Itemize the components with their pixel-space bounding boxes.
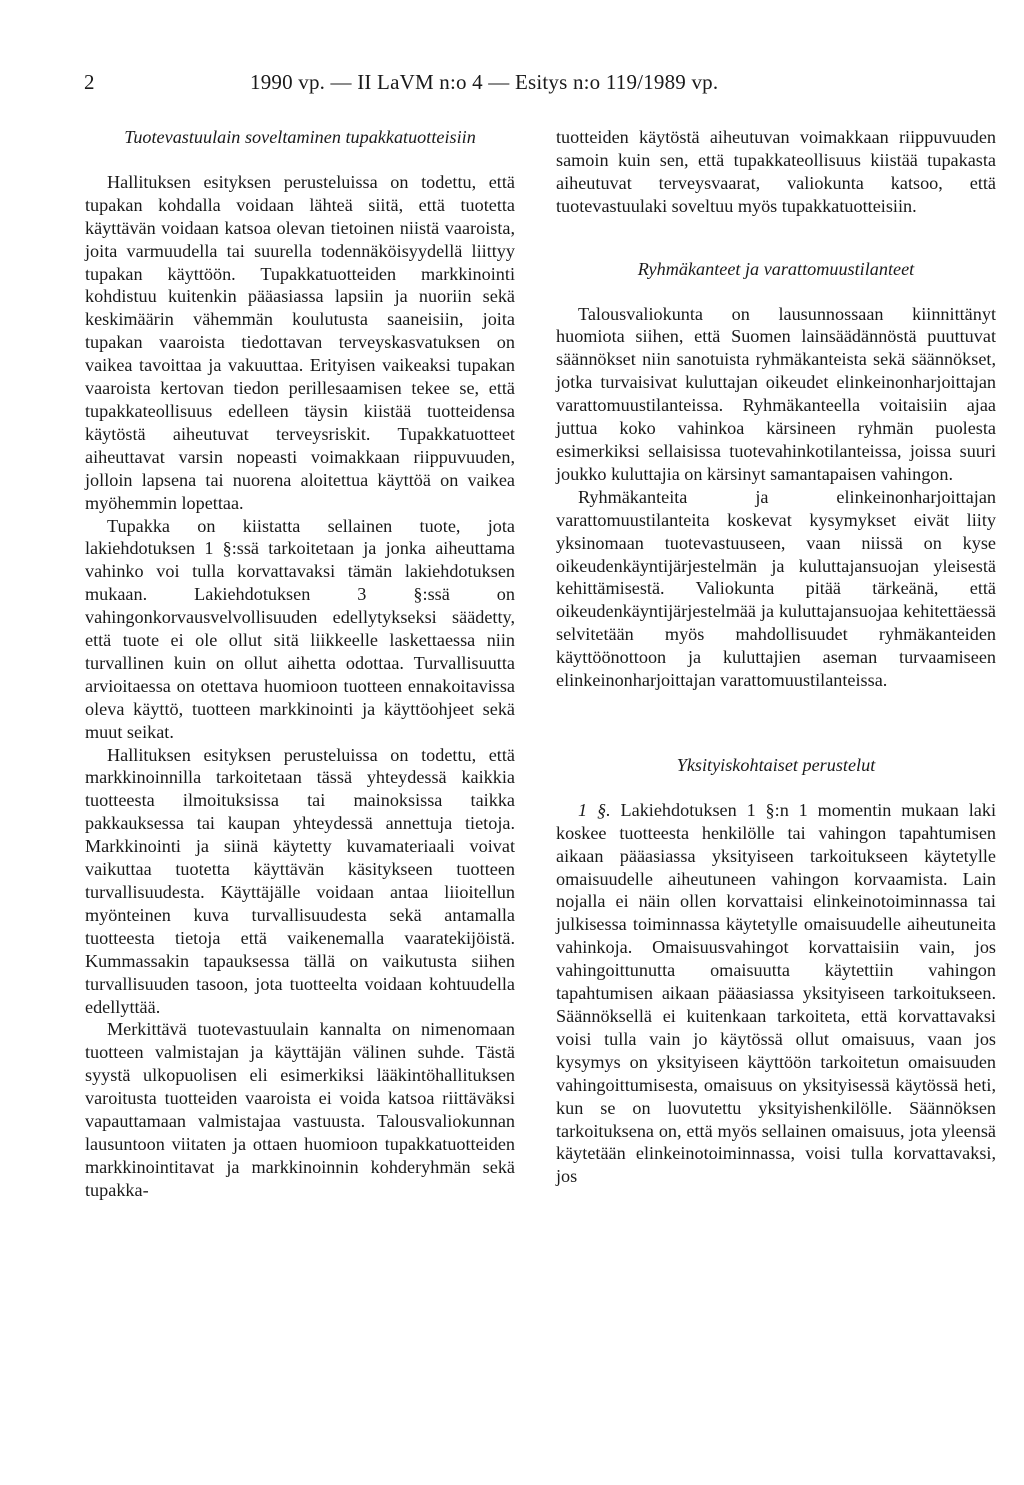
continuation-paragraph: tuotteiden käytöstä aiheutuvan voimakkaan riippuvuuden samoin kuin sen, että tupakkateollisuus kiistää tupakasta aiheutuvat terveysvaarat, valiokunta katsoo, että tuotevastuulaki soveltuu myös tupakkatuotteisiin. <box>556 127 996 216</box>
left-column <box>85 126 515 1202</box>
running-title: 1990 vp. — II LaVM n:o 4 — Esitys n:o 119/1989 vp. <box>250 70 719 94</box>
section-heading-yksityiskohtaiset: Yksityiskohtaiset perustelut <box>676 754 876 775</box>
section-label: 1 §. <box>578 799 611 820</box>
section-text: Lakiehdotuksen 1 §:n 1 momentin mukaan laki koskee tuotteesta henkilölle tai vahingon tapahtumisen aikaan pääasiassa yksityiseen tarkoitukseen käytetylle omaisuudelle aiheutuneen vahingon korvaamista. Lain nojalla ei näin ollen korvattaisi elinkeinotoiminnassa tai julkisessa toiminnassa käytetylle omaisuudelle aiheutuneita vahinkoja. Omaisuusvahingot korvattaisiin vain, jos vahingoittunutta omaisuutta käytettiin vahingon tapahtumisen aikaan pääasiassa yksityiseen tarkoitukseen. Säännöksellä ei kuitenkaan tarkoiteta, että korvattavaksi voisi tulla vain jo käytössä ollut omaisuus, vaan jos kysymys on yksityiseen käyttöön tarkoitetun omaisuuden vahingoittumisesta, omaisuus on yksityisessä käytössä heti, kun se on luovutettu yksityishenkilölle. Säännöksen tarkoituksena on, että myös sellainen omaisuus, jota yleensä käytetään elinkeinotoiminnassa, voisi tulla korvattavaksi, jos <box>556 799 997 1187</box>
body-paragraph-section-1 <box>556 799 996 1188</box>
body-paragraph: Hallituksen esityksen perusteluissa on todettu, että markkinoinnilla tarkoitetaan tässä yhteydessä kaikkia tuotteesta ilmoituksissa tai mainoksissa taikka pakkauksessa tai kaupan yhteydessä annettuja tietoja. Markkinointi ja siinä käytetty kuvamateriaali voivat vaikuttaa tuotetta käyttävän käsitykseen tuotteen turvallisuudesta. Käyttäjälle voidaan antaa liioitellun myönteinen kuva turvallisuudesta sekä antamalla tuotteesta tietoja että vaikenemalla vaaratekijöistä. Kummassakin tapauksessa tällä on vaikutusta siihen turvallisuuden tasoon, jota tuotteelta voidaan kohtuudella edellyttää. <box>85 744 515 1017</box>
body-paragraph: Merkittävä tuotevastuulain kannalta on nimenomaan tuotteen valmistajan ja käyttäjän välinen suhde. Tästä syystä ulkopuolisen eli esimerkiksi lääkintöhallituksen varoitusta tuotteiden vaaroista ei voida katsoa riittäväksi vapauttamaan valmistajaa vastuusta. Talousvaliokunnan lausuntoon viitaten ja ottaen huomioon tupakkatuotteiden markkinointitavat ja markkinoinnin kohderyhmän sekä tupakka- <box>85 1019 515 1200</box>
page-number: 2 <box>84 70 95 94</box>
body-paragraph: Ryhmäkanteita ja elinkeinonharjoittajan varattomuustilanteita koskevat kysymykset eivät liity yksinomaan tuotevastuuseen, vaan niissä on kyse oikeudenkäyntijärjestelmän ja kuluttajansuojan yleisestä kehittämisestä. Valiokunta pitää tärkeänä, että oikeudenkäyntijärjestelmää ja kuluttajansuojaa kehitettäessä selvitetään myös mahdollisuudet ryhmäkanteiden käyttöönottoon ja kuluttajien aseman turvaamiseen elinkeinonharjoittajan varattomuustilanteissa. <box>556 486 996 691</box>
right-column <box>556 126 996 1188</box>
body-paragraph: Talousvaliokunta on lausunnossaan kiinnittänyt huomiota siihen, että Suomen lainsäädännöstä puuttuvat säännökset niin sanotuista ryhmäkanteista sekä säännökset, jotka turvaisivat kuluttajan oikeudet elinkeinonharjoittajan varattomuustilanteissa. Ryhmäkanteella voitaisiin ajaa juttua koko vahinkoa kärsineen ryhmän puolesta esimerkiksi sellaisissa tuotevahinkotilanteissa, joissa suuri joukko kuluttajia on kärsinyt samantapaisen vahingon. <box>556 303 996 484</box>
body-paragraph: Tupakka on kiistatta sellainen tuote, jota lakiehdotuksen 1 §:ssä tarkoitetaan ja jonka aiheuttama vahinko voi tulla korvattavaksi tämän lakiehdotuksen mukaan. Lakiehdotuksen 3 §:ssä on vahingonkorvausvelvollisuuden edellytykseksi säädetty, että tuote ei ole ollut sitä liikkeelle laskettaessa niin turvallinen kuin on ollut aihetta odottaa. Turvallisuutta arvioitaessa on otettava huomioon tuotteen ennakoitavissa oleva käyttö, tuotteen markkinointi ja käyttöohjeet sekä muut seikat. <box>85 515 515 742</box>
body-paragraph: Hallituksen esityksen perusteluissa on todettu, että tupakan kohdalla voidaan lähteä siitä, että tuotetta käyttävän voidaan katsoa olevan tietoinen niistä vaaroista, joita varmuudella tai suurella todennäköisyydellä liittyy tupakan käyttöön. Tupakkatuotteiden markkinointi kohdistuu kuitenkin pääasiassa lapsiin ja nuoriin sekä keskimäärin vähemmän koulutusta saaneisiin, joita tupakan vaaroista tiedottavan terveyskasvatuksen on vaikea tavoittaa ja vakuuttaa. Erityisen vaikeaksi tupakan vaaroista kertovan tiedon perillesaamisen tekee se, että tupakkateollisuus edelleen täysin kiistää tuotteidensa käytöstä aiheutuvat terveysriskit. Tupakkatuotteet aiheuttavat varsin nopeasti voimakkaan riippuvuuden, jolloin lapsena tai nuorena aloitettua käyttöä on vaikea myöhemmin lopettaa. <box>85 171 515 513</box>
section-heading-ryhmakanteet: Ryhmäkanteet ja varattomuustilanteet <box>637 258 915 279</box>
page-header <box>0 66 1024 98</box>
section-heading-tuotevastuu: Tuotevastuulain soveltaminen tupakkatuotteisiin <box>124 127 476 147</box>
